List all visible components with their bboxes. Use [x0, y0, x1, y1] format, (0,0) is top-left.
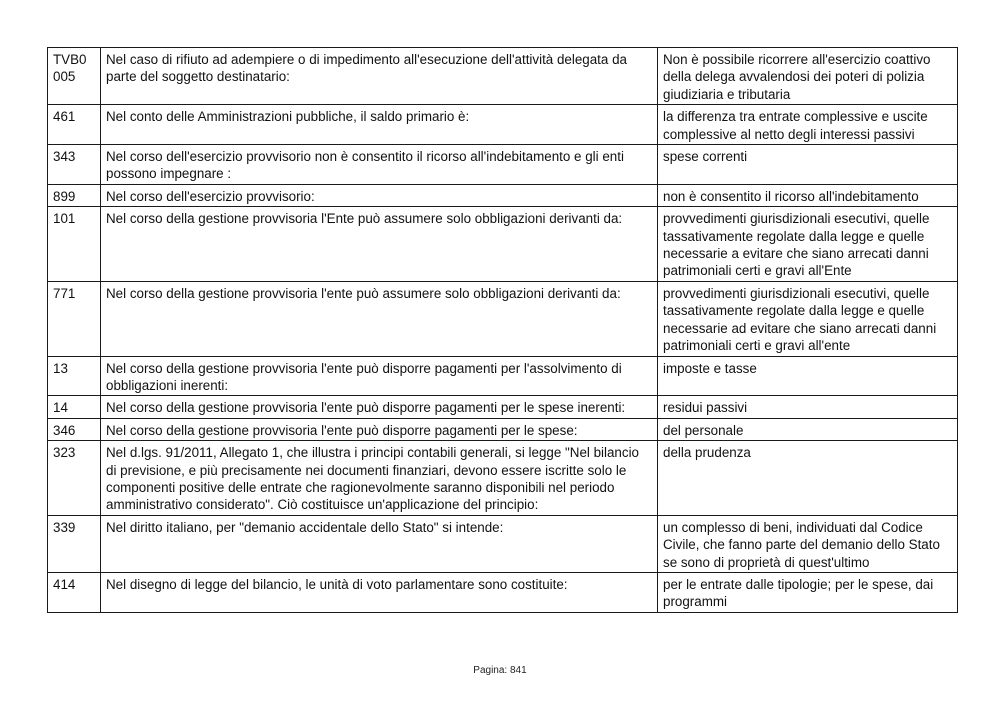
question-text: Nel disegno di legge del bilancio, le unità di voto parlamentare sono costituite: — [101, 572, 658, 612]
question-id: 414 — [48, 572, 101, 612]
answer-text: della prudenza — [658, 441, 958, 516]
table-row — [48, 515, 958, 572]
answer-text: residui passivi — [658, 396, 958, 418]
table-body — [48, 48, 958, 613]
table-row — [48, 145, 958, 185]
question-id: 13 — [48, 356, 101, 396]
answer-text: la differenza tra entrate complessive e uscite complessive al netto degli interessi passivi — [658, 105, 958, 145]
table-row — [48, 418, 958, 440]
question-answer-table — [47, 47, 958, 613]
question-text: Nel corso della gestione provvisoria l'ente può disporre pagamenti per l'assolvimento di obbligazioni inerenti: — [101, 356, 658, 396]
question-text: Nel corso della gestione provvisoria l'ente può disporre pagamenti per le spese: — [101, 418, 658, 440]
page-number: Pagina: 841 — [473, 665, 527, 676]
table-row — [48, 396, 958, 418]
question-id: 899 — [48, 184, 101, 206]
table-row — [48, 207, 958, 282]
question-id: 323 — [48, 441, 101, 516]
answer-text: imposte e tasse — [658, 356, 958, 396]
table-row — [48, 48, 958, 105]
question-id: 101 — [48, 207, 101, 282]
table-row — [48, 572, 958, 612]
answer-text: provvedimenti giurisdizionali esecutivi, quelle tassativamente regolate dalla legge e quelle necessarie a evitare che siano arrecati danni patrimoniali certi e gravi all'Ente — [658, 207, 958, 282]
question-id: 461 — [48, 105, 101, 145]
question-id: 343 — [48, 145, 101, 185]
answer-text: provvedimenti giurisdizionali esecutivi, quelle tassativamente regolate dalla legge e quelle necessarie ad evitare che siano arrecati danni patrimoniali certi e gravi all'ente — [658, 281, 958, 356]
question-text: Nel d.lgs. 91/2011, Allegato 1, che illustra i principi contabili generali, si legge "Nel bilancio di previsione, e più precisamente nei documenti finanziari, devono essere iscritte solo le componenti positive delle entrate che ragionevolmente saranno disponibili nel periodo amministrativo considerato". Ciò costituisce un'applicazione del principio: — [101, 441, 658, 516]
question-id: 771 — [48, 281, 101, 356]
table-row — [48, 184, 958, 206]
question-id: 339 — [48, 515, 101, 572]
answer-text: per le entrate dalle tipologie; per le spese, dai programmi — [658, 572, 958, 612]
question-text: Nel corso della gestione provvisoria l'ente può disporre pagamenti per le spese inerenti: — [101, 396, 658, 418]
question-text: Nel conto delle Amministrazioni pubbliche, il saldo primario è: — [101, 105, 658, 145]
question-id: TVB0 005 — [48, 48, 101, 105]
answer-text: spese correnti — [658, 145, 958, 185]
question-id: 14 — [48, 396, 101, 418]
table-row — [48, 356, 958, 396]
answer-text: un complesso di beni, individuati dal Codice Civile, che fanno parte del demanio dello Stato se sono di proprietà di quest'ultimo — [658, 515, 958, 572]
answer-text: Non è possibile ricorrere all'esercizio coattivo della delega avvalendosi dei poteri di polizia giudiziaria e tributaria — [658, 48, 958, 105]
question-text: Nel diritto italiano, per "demanio accidentale dello Stato" si intende: — [101, 515, 658, 572]
question-text: Nel corso dell'esercizio provvisorio: — [101, 184, 658, 206]
answer-text: del personale — [658, 418, 958, 440]
answer-text: non è consentito il ricorso all'indebitamento — [658, 184, 958, 206]
table-row — [48, 441, 958, 516]
question-text: Nel corso dell'esercizio provvisorio non è consentito il ricorso all'indebitamento e gli enti possono impegnare : — [101, 145, 658, 185]
question-id: 346 — [48, 418, 101, 440]
question-text: Nel corso della gestione provvisoria l'Ente può assumere solo obbligazioni derivanti da: — [101, 207, 658, 282]
table-row — [48, 281, 958, 356]
question-text: Nel caso di rifiuto ad adempiere o di impedimento all'esecuzione dell'attività delegata da parte del soggetto destinatario: — [101, 48, 658, 105]
table-row — [48, 105, 958, 145]
question-text: Nel corso della gestione provvisoria l'ente può assumere solo obbligazioni derivanti da: — [101, 281, 658, 356]
